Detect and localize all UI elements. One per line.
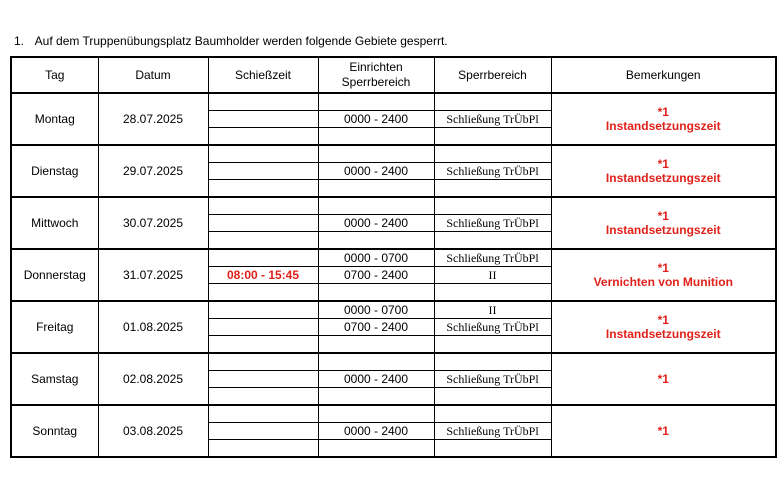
einrichten-cell: 0700 - 2400: [318, 267, 434, 284]
header-einrichten-line2: Sperrbereich: [341, 75, 411, 89]
schiesszeit-cell: [208, 405, 318, 423]
remark-footnote: *1: [657, 261, 669, 275]
sperrbereich-cell: Schließung TrÜbPl: [434, 319, 551, 336]
day-date: 02.08.2025: [98, 353, 208, 405]
header-schiesszeit: Schießzeit: [208, 57, 318, 93]
remark-footnote: *1: [657, 105, 669, 119]
remark-footnote: *1: [657, 313, 669, 327]
day-date: 31.07.2025: [98, 249, 208, 301]
day-date: 29.07.2025: [98, 145, 208, 197]
einrichten-cell: 0000 - 0700: [318, 249, 434, 267]
schiesszeit-cell: [208, 249, 318, 267]
einrichten-cell: [318, 93, 434, 111]
sperrbereich-cell: [434, 388, 551, 406]
einrichten-cell: [318, 353, 434, 371]
einrichten-cell: [318, 336, 434, 354]
day-date: 30.07.2025: [98, 197, 208, 249]
einrichten-cell: 0700 - 2400: [318, 319, 434, 336]
remark-cell: [551, 405, 776, 457]
schiesszeit-cell: [208, 284, 318, 302]
schiesszeit-cell: [208, 232, 318, 250]
einrichten-cell: 0000 - 2400: [318, 111, 434, 128]
table-row: [11, 93, 776, 111]
schiesszeit-cell: [208, 197, 318, 215]
header-einrichten-line1: Einrichten: [349, 60, 403, 74]
section-heading: [14, 34, 448, 48]
schiesszeit-cell: [208, 371, 318, 388]
schiesszeit-cell: [208, 423, 318, 440]
schiesszeit-cell: [208, 180, 318, 198]
schiesszeit-cell: [208, 215, 318, 232]
remark-cell: [551, 301, 776, 353]
einrichten-cell: [318, 197, 434, 215]
table-row: [11, 405, 776, 423]
schiesszeit-cell: 08:00 - 15:45: [208, 267, 318, 284]
schiesszeit-cell: [208, 128, 318, 146]
remark-cell: [551, 145, 776, 197]
einrichten-cell: 0000 - 2400: [318, 215, 434, 232]
einrichten-cell: [318, 388, 434, 406]
sperrbereich-cell: [434, 232, 551, 250]
sperrbereich-cell: [434, 197, 551, 215]
einrichten-cell: [318, 284, 434, 302]
schiesszeit-cell: [208, 388, 318, 406]
sperrbereich-cell: II: [434, 267, 551, 284]
einrichten-cell: [318, 145, 434, 163]
einrichten-cell: 0000 - 2400: [318, 423, 434, 440]
remark-cell: [551, 249, 776, 301]
einrichten-cell: [318, 128, 434, 146]
einrichten-cell: [318, 440, 434, 458]
remark-footnote: *1: [657, 209, 669, 223]
heading-number: 1.: [14, 34, 25, 48]
sperrbereich-cell: [434, 93, 551, 111]
einrichten-cell: 0000 - 2400: [318, 371, 434, 388]
schiesszeit-cell: [208, 301, 318, 319]
day-name: Mittwoch: [11, 197, 98, 249]
sperrbereich-cell: Schließung TrÜbPl: [434, 111, 551, 128]
einrichten-cell: [318, 405, 434, 423]
day-name: Donnerstag: [11, 249, 98, 301]
schiesszeit-cell: [208, 319, 318, 336]
schiesszeit-cell: [208, 353, 318, 371]
einrichten-cell: [318, 180, 434, 198]
sperrbereich-cell: II: [434, 301, 551, 319]
header-sperrbereich: Sperrbereich: [434, 57, 551, 93]
sperrbereich-cell: [434, 145, 551, 163]
table-body: [11, 93, 776, 457]
table-row: [11, 145, 776, 163]
schiesszeit-cell: [208, 336, 318, 354]
day-date: 03.08.2025: [98, 405, 208, 457]
sperrbereich-cell: Schließung TrÜbPl: [434, 215, 551, 232]
sperrbereich-cell: [434, 440, 551, 458]
day-name: Dienstag: [11, 145, 98, 197]
schiesszeit-cell: [208, 93, 318, 111]
day-name: Sonntag: [11, 405, 98, 457]
remark-footnote: *1: [657, 372, 669, 386]
table-row: [11, 249, 776, 267]
remark-cell: [551, 197, 776, 249]
header-tag: Tag: [11, 57, 98, 93]
closure-table: [10, 56, 777, 458]
day-name: Samstag: [11, 353, 98, 405]
remark-footnote: *1: [657, 157, 669, 171]
einrichten-cell: [318, 232, 434, 250]
table-row: [11, 353, 776, 371]
day-date: 01.08.2025: [98, 301, 208, 353]
sperrbereich-cell: [434, 128, 551, 146]
remark-footnote: *1: [657, 424, 669, 438]
day-name: Freitag: [11, 301, 98, 353]
remark-text: Instandsetzungszeit: [605, 119, 721, 133]
sperrbereich-cell: [434, 180, 551, 198]
table-row: [11, 197, 776, 215]
sperrbereich-cell: Schließung TrÜbPl: [434, 371, 551, 388]
remark-text: Instandsetzungszeit: [605, 171, 721, 185]
heading-text: Auf dem Truppenübungsplatz Baumholder werden folgende Gebiete gesperrt.: [34, 34, 448, 48]
header-einrichten: [318, 57, 434, 93]
header-row: [11, 57, 776, 93]
schiesszeit-cell: [208, 163, 318, 180]
day-date: 28.07.2025: [98, 93, 208, 145]
header-datum: Datum: [98, 57, 208, 93]
remark-cell: [551, 353, 776, 405]
sperrbereich-cell: [434, 284, 551, 302]
sperrbereich-cell: Schließung TrÜbPl: [434, 249, 551, 267]
remark-text: Vernichten von Munition: [593, 275, 733, 289]
day-name: Montag: [11, 93, 98, 145]
sperrbereich-cell: Schließung TrÜbPl: [434, 163, 551, 180]
einrichten-cell: 0000 - 2400: [318, 163, 434, 180]
sperrbereich-cell: [434, 405, 551, 423]
remark-cell: [551, 93, 776, 145]
schiesszeit-cell: [208, 111, 318, 128]
schiesszeit-cell: [208, 440, 318, 458]
sperrbereich-cell: Schließung TrÜbPl: [434, 423, 551, 440]
header-bemerkungen: Bemerkungen: [551, 57, 776, 93]
einrichten-cell: 0000 - 0700: [318, 301, 434, 319]
table-row: [11, 301, 776, 319]
schiesszeit-cell: [208, 145, 318, 163]
remark-text: Instandsetzungszeit: [605, 223, 721, 237]
remark-text: Instandsetzungszeit: [605, 327, 721, 341]
sperrbereich-cell: [434, 336, 551, 354]
sperrbereich-cell: [434, 353, 551, 371]
